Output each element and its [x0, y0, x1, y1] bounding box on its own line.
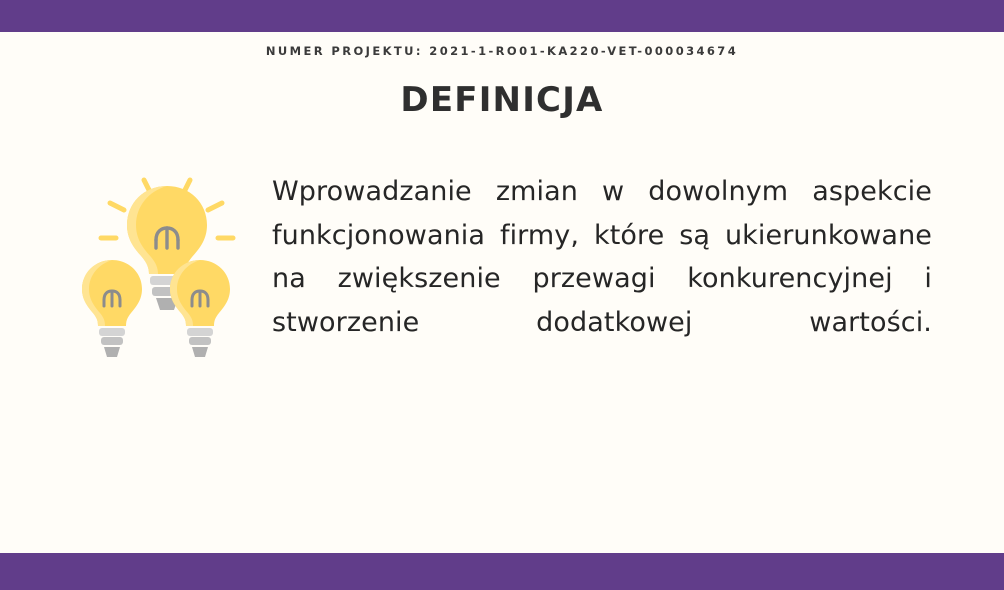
bottom-accent-bar	[0, 553, 1004, 590]
lightbulb-right	[170, 260, 230, 357]
content-area	[72, 170, 932, 389]
page-title: DEFINICJA	[400, 80, 604, 120]
project-number-label: NUMER PROJEKTU: 2021-1-RO01-KA220-VET-000034674	[265, 44, 739, 58]
lightbulb-left	[82, 260, 142, 357]
definition-body-text: Wprowadzanie zmian w dowolnym aspekcie funkcjonowania firmy, które są ukierunkowane na zwiększenie przewagi konkurencyjnej i stworzenie dodatkowej wartości.	[272, 176, 932, 339]
three-lightbulbs-idea-illustration	[72, 170, 262, 380]
lightbulbs-icon	[72, 170, 262, 380]
top-accent-bar	[0, 0, 1004, 32]
